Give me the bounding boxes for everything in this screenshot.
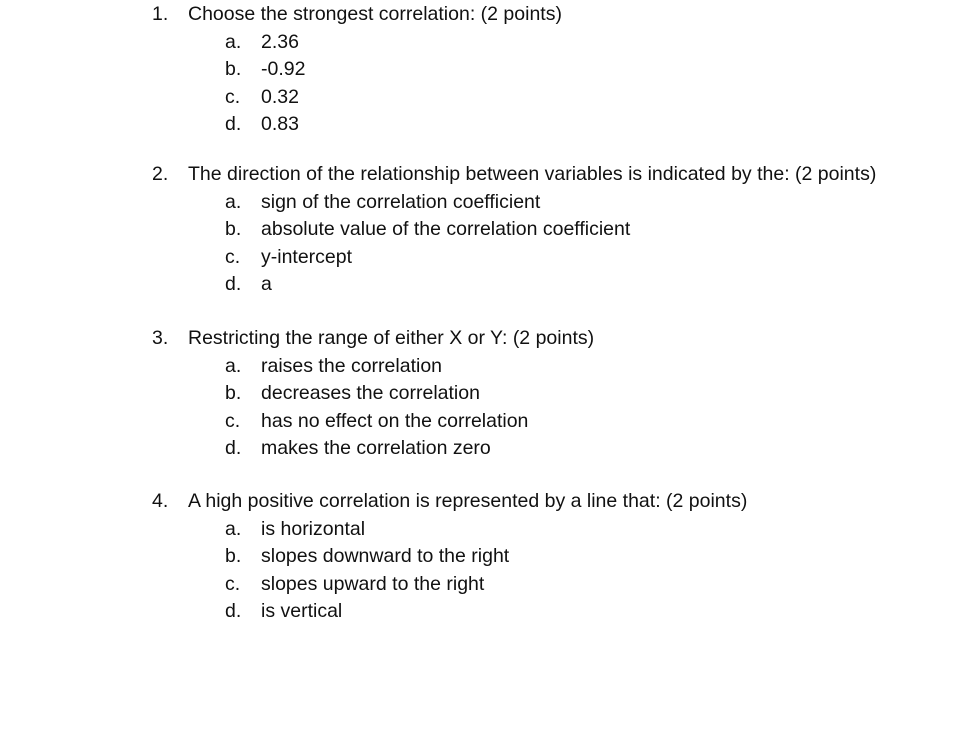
question-3 <box>152 326 952 462</box>
option-letter: b. <box>225 58 242 81</box>
option-text: is horizontal <box>261 518 366 540</box>
question-1 <box>152 2 952 138</box>
option-text: a <box>261 272 272 295</box>
question-text: Choose the strongest correlation: (2 points) <box>188 3 562 25</box>
option-letter: d. <box>225 112 242 135</box>
option-list <box>152 353 952 462</box>
option-letter: a. <box>225 31 242 53</box>
option-text: decreases the correlation <box>261 382 480 405</box>
question-4 <box>152 489 952 625</box>
option-text: y-intercept <box>261 245 353 268</box>
question-stem <box>152 2 952 26</box>
option-letter: c. <box>225 245 241 268</box>
option-letter: b. <box>225 218 242 241</box>
question-number: 1. <box>152 3 169 25</box>
option-c <box>225 408 952 435</box>
question-text: Restricting the range of either X or Y: (2 points) <box>188 327 595 349</box>
question-stem <box>152 489 952 513</box>
option-text: sign of the correlation coefficient <box>261 191 541 213</box>
option-text: 2.36 <box>261 31 299 53</box>
option-text: 0.83 <box>261 112 299 135</box>
option-letter: d. <box>225 599 242 622</box>
option-d <box>225 271 952 298</box>
option-text: raises the correlation <box>261 355 443 377</box>
option-c <box>225 571 952 598</box>
question-number: 2. <box>152 163 169 185</box>
option-letter: c. <box>225 572 241 595</box>
option-text: slopes upward to the right <box>261 572 485 595</box>
option-text: is vertical <box>261 599 343 622</box>
option-text: makes the correlation zero <box>261 436 491 459</box>
option-letter: c. <box>225 409 241 432</box>
question-number: 4. <box>152 490 169 512</box>
option-letter: a. <box>225 191 242 213</box>
option-list <box>152 189 952 298</box>
question-text: A high positive correlation is represented by a line that: (2 points) <box>188 490 748 512</box>
option-d <box>225 435 952 462</box>
option-list <box>152 516 952 625</box>
option-letter: d. <box>225 272 242 295</box>
option-letter: d. <box>225 436 242 459</box>
option-a <box>225 353 952 380</box>
option-text: 0.32 <box>261 85 299 108</box>
option-letter: b. <box>225 382 242 405</box>
question-stem <box>152 326 952 350</box>
option-text: slopes downward to the right <box>261 545 510 568</box>
option-d <box>225 598 952 625</box>
option-letter: c. <box>225 85 241 108</box>
option-c <box>225 84 952 111</box>
option-list <box>152 29 952 138</box>
option-b <box>225 56 952 83</box>
option-text: -0.92 <box>261 58 306 81</box>
question-stem <box>152 162 952 186</box>
option-a <box>225 516 952 543</box>
question-number: 3. <box>152 327 169 349</box>
option-letter: b. <box>225 545 242 568</box>
question-text: The direction of the relationship between variables is indicated by the: (2 points) <box>188 163 877 185</box>
question-2 <box>152 162 952 298</box>
option-text: absolute value of the correlation coefficient <box>261 218 631 241</box>
option-d <box>225 111 952 138</box>
option-c <box>225 244 952 271</box>
option-letter: a. <box>225 518 242 540</box>
option-a <box>225 29 952 56</box>
option-b <box>225 543 952 570</box>
option-letter: a. <box>225 355 242 377</box>
option-a <box>225 189 952 216</box>
option-b <box>225 380 952 407</box>
option-b <box>225 216 952 243</box>
option-text: has no effect on the correlation <box>261 409 529 432</box>
